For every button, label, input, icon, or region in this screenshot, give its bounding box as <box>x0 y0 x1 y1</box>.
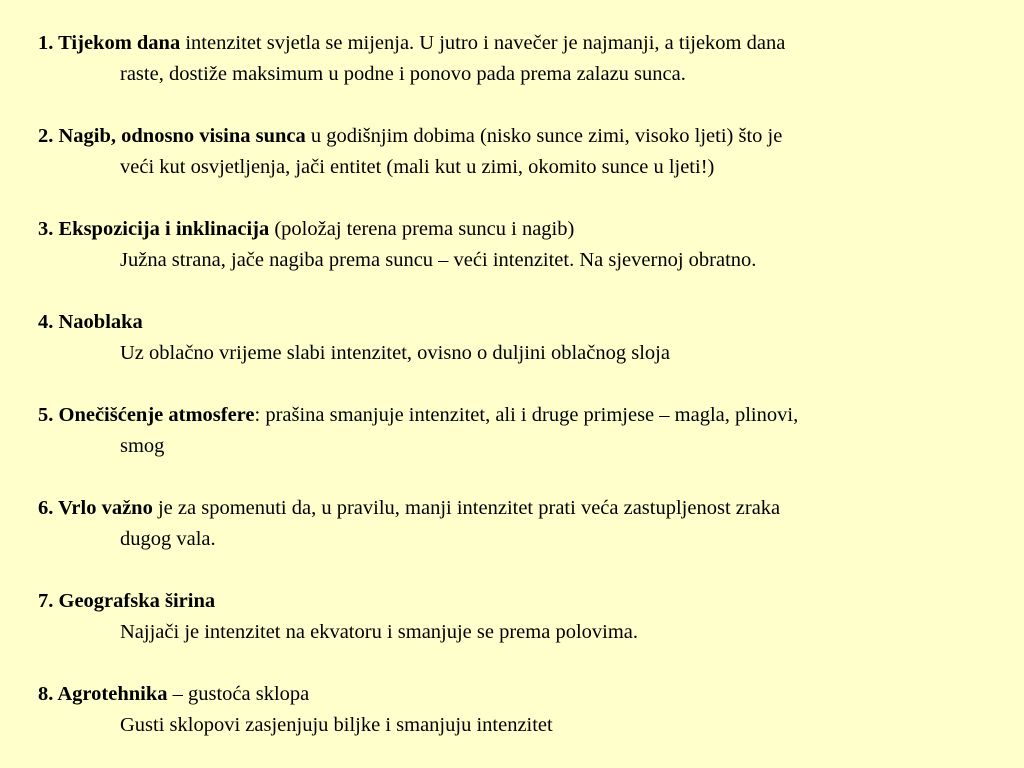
item-heading: 3. Ekspozicija i inklinacija <box>38 218 270 240</box>
item-first-line <box>38 121 1004 152</box>
list-item-7 <box>38 586 1004 648</box>
list-item-6 <box>38 493 1004 555</box>
item-text: je za spomenuti da, u pravilu, manji intenzitet prati veća zastupljenost zraka <box>152 497 781 519</box>
item-first-line <box>38 28 1004 59</box>
item-continuation: dugog vala. <box>120 528 216 550</box>
list-item-3 <box>38 214 1004 276</box>
item-text: – gustoća sklopa <box>167 683 310 705</box>
item-first-line <box>38 400 1004 431</box>
list-item-5 <box>38 400 1004 462</box>
item-first-line <box>38 679 1004 710</box>
item-text: (položaj terena prema suncu i nagib) <box>269 218 575 240</box>
list-item-1 <box>38 28 1004 90</box>
item-continuation: veći kut osvjetljenja, jači entitet (mali kut u zimi, okomito sunce u ljeti!) <box>120 156 715 178</box>
item-continuation: raste, dostiže maksimum u podne i ponovo pada prema zalazu sunca. <box>120 63 686 85</box>
item-text: intenzitet svjetla se mijenja. U jutro i navečer je najmanji, a tijekom dana <box>180 32 786 54</box>
item-heading: 8. Agrotehnika <box>38 683 168 705</box>
item-first-line <box>38 493 1004 524</box>
item-first-line <box>38 586 1004 617</box>
item-continuation: Gusti sklopovi zasjenjuju biljke i smanjuju intenzitet <box>120 714 553 736</box>
item-continuation: Južna strana, jače nagiba prema suncu – veći intenzitet. Na sjevernoj obratno. <box>120 249 757 271</box>
item-heading: 6. Vrlo važno <box>38 497 153 519</box>
item-text: : prašina smanjuje intenzitet, ali i druge primjese – magla, plinovi, <box>254 404 799 426</box>
item-continuation: smog <box>120 435 165 457</box>
list-item-2 <box>38 121 1004 183</box>
item-heading: 5. Onečišćenje atmosfere <box>38 404 255 426</box>
item-text: u godišnjim dobima (nisko sunce zimi, visoko ljeti) što je <box>305 125 783 147</box>
item-continuation: Najjači je intenzitet na ekvatoru i smanjuje se prema polovima. <box>120 621 639 643</box>
list-item-4 <box>38 307 1004 369</box>
item-heading: 2. Nagib, odnosno visina sunca <box>38 125 306 147</box>
item-heading: 7. Geografska širina <box>38 590 216 612</box>
list-item-8 <box>38 679 1004 741</box>
item-first-line <box>38 214 1004 245</box>
item-heading: 1. Tijekom dana <box>38 32 181 54</box>
item-continuation: Uz oblačno vrijeme slabi intenzitet, ovisno o duljini oblačnog sloja <box>120 342 670 364</box>
item-first-line <box>38 307 1004 338</box>
item-heading: 4. Naoblaka <box>38 311 143 333</box>
